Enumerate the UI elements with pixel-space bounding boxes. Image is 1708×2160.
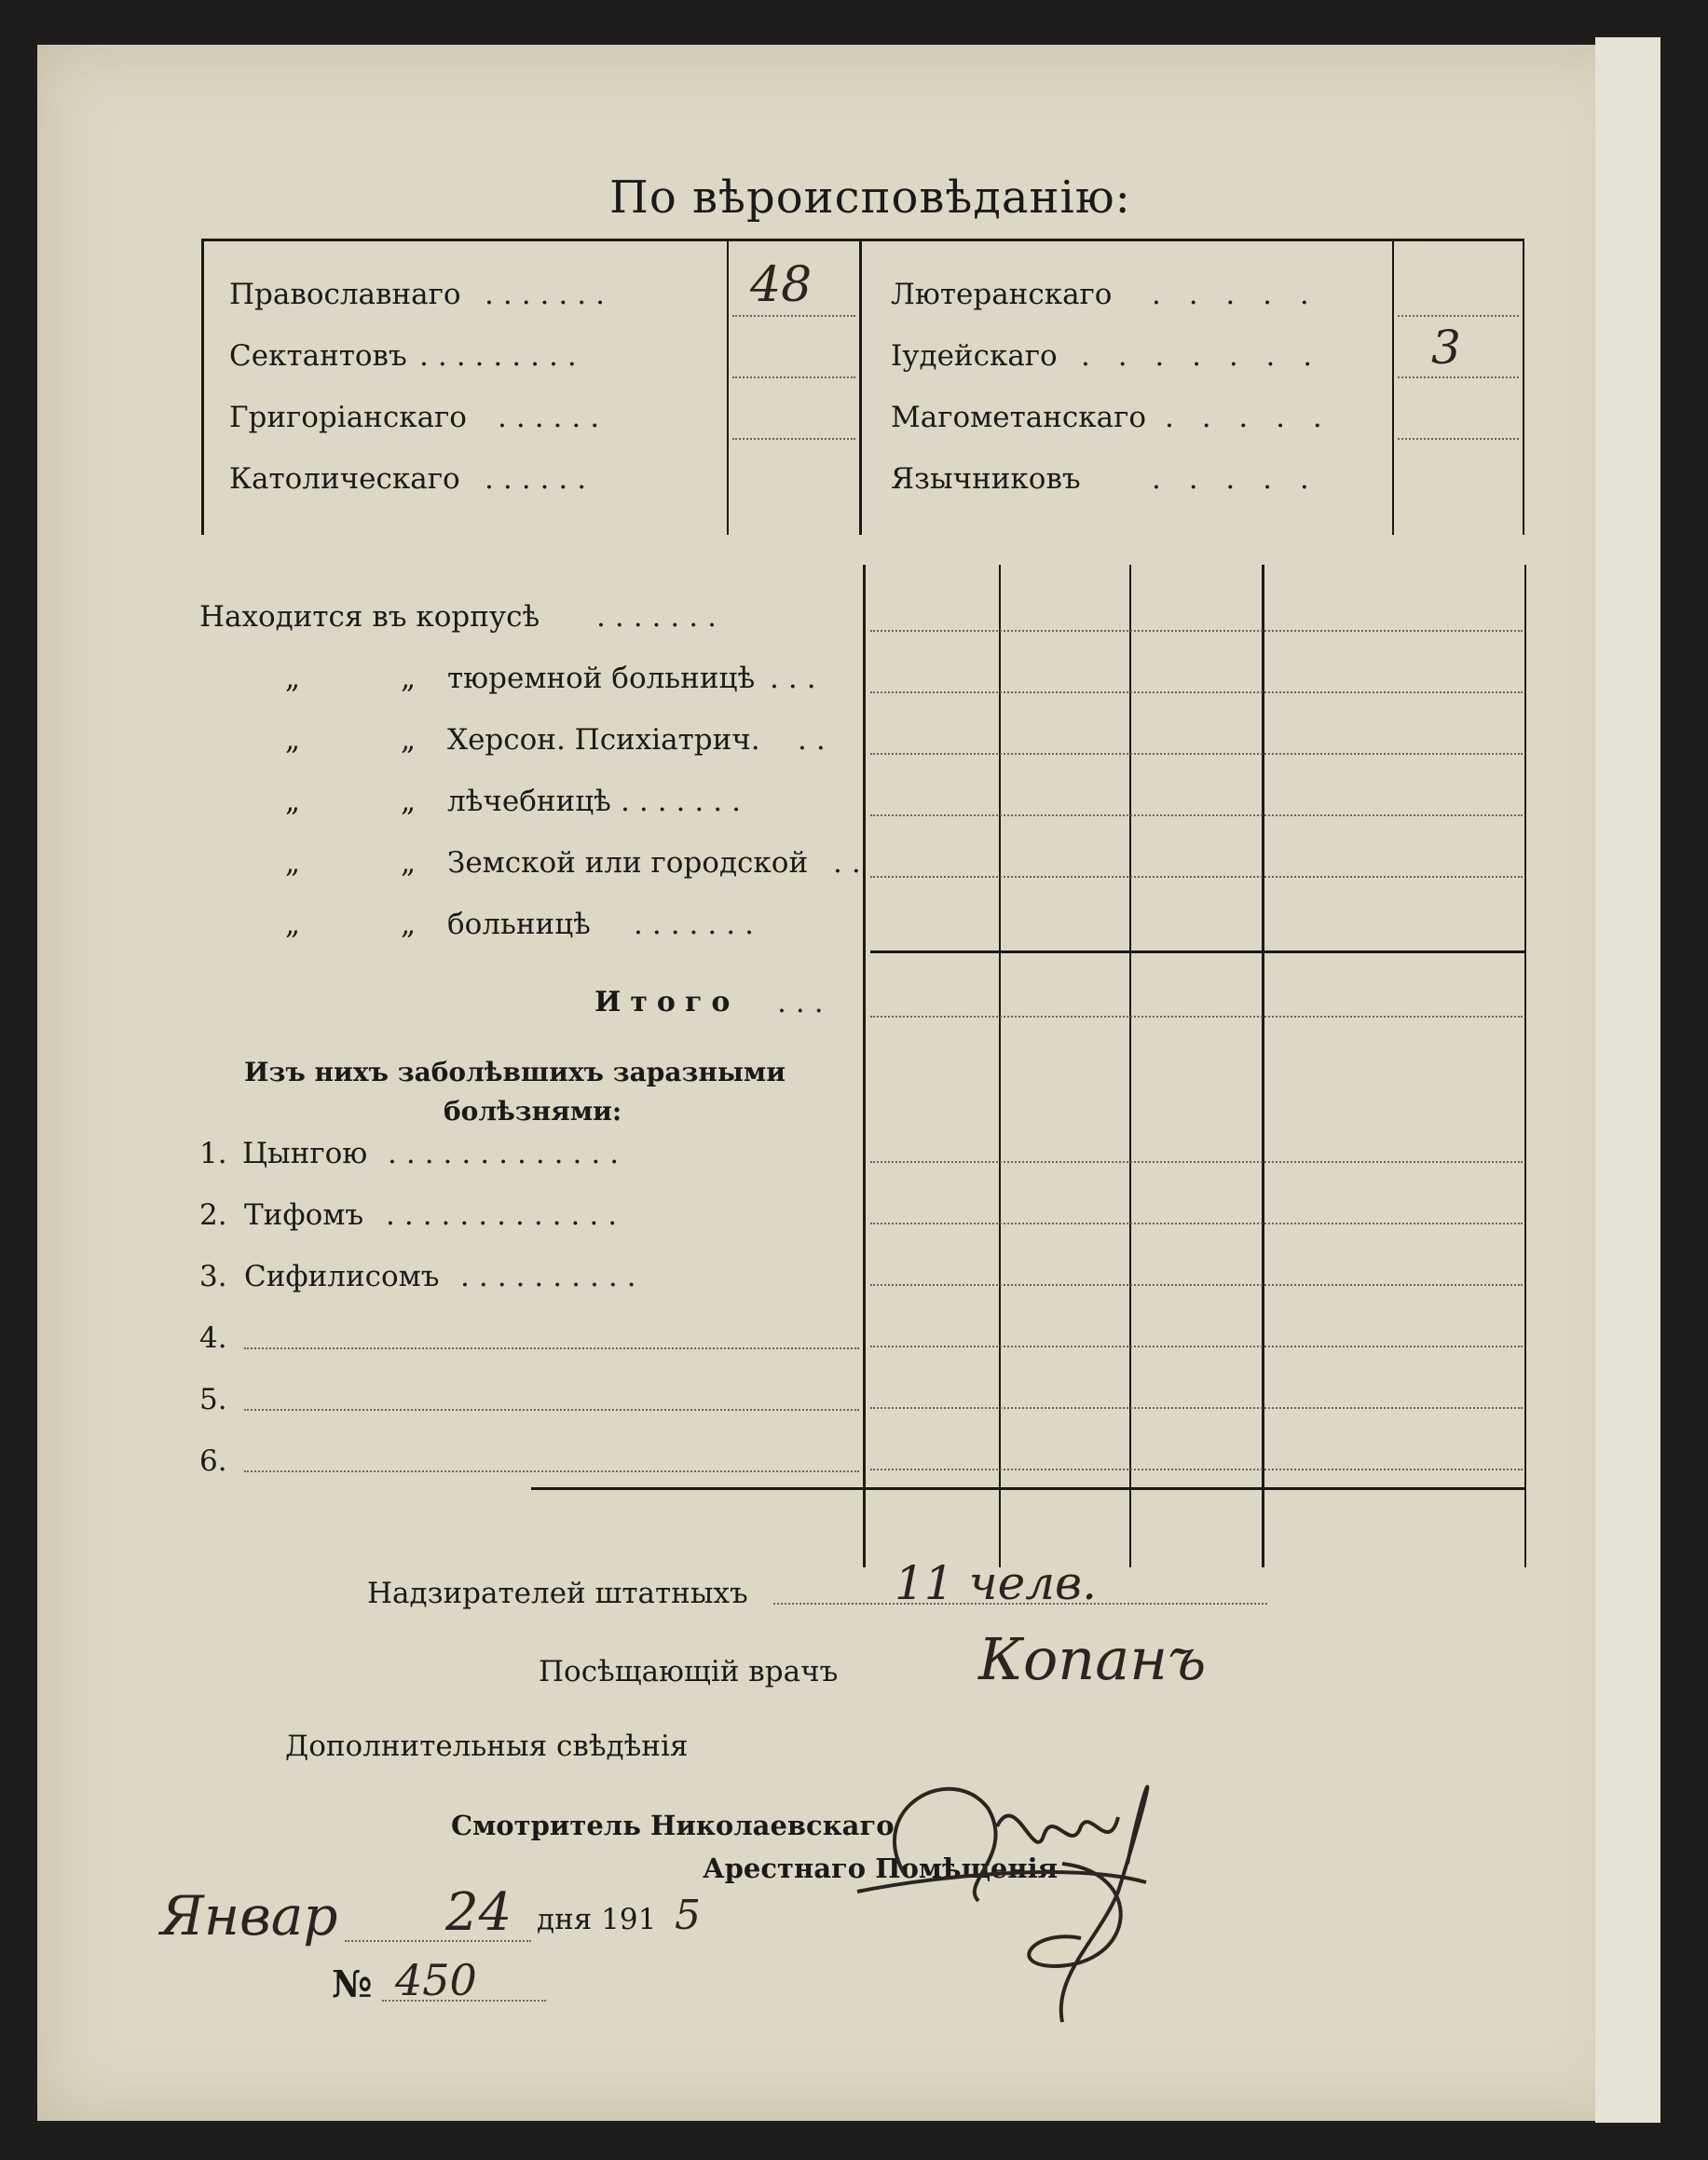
grid-col-line-5 [1524,565,1526,1567]
dot-leader: ....... [485,278,614,311]
grid-row-line [870,876,1523,878]
location-label-prison-hospital: тюремной больницѣ [447,662,756,695]
ditto-mark: „ [285,662,301,695]
religion-label-orthodox: Православнаго [229,278,461,311]
location-label-hospital: больницѣ [447,908,591,941]
value-line [1398,376,1519,378]
disease-label-syphilis: Сифилисомъ [244,1260,440,1293]
ditto-mark: „ [285,785,301,818]
religion-label-jewish: Іудейскаго [891,339,1058,373]
religion-col-divider-3 [1392,239,1394,535]
value-line [732,438,855,440]
religion-label-gregorian: Григоріанскаго [229,401,467,434]
dot-leader: ....... [596,600,726,634]
ditto-mark: „ [285,723,301,757]
grid-col-line-4 [1262,565,1264,1567]
dot-leader: . . . . . [1165,401,1332,434]
dot-leader: ......... [419,339,586,373]
wardens-label: Надзирателей штатныхъ [367,1577,748,1610]
ditto-mark: „ [285,908,301,941]
religion-value-jewish: 3 [1431,321,1461,375]
grid-row-line [870,753,1523,755]
doctor-value: Копанъ [978,1625,1207,1693]
blank-disease-line [244,1470,859,1472]
dot-leader: ............. [388,1137,629,1170]
religion-table-left-border [201,239,204,535]
religion-label-sectarian: Сектантовъ [229,339,407,373]
paper-edge [1595,37,1660,2123]
diseases-heading-line1: Изъ нихъ заболѣвшихъ заразными [244,1057,786,1087]
location-label-building: Находится въ корпусѣ [199,600,540,634]
location-label-psychiatric: Херсон. Психіатрич. [447,723,760,757]
ditto-mark: „ [401,908,417,941]
signatory-line2: Арестнаго Помѣщенія [703,1852,1059,1884]
wardens-value: 11 челв. [895,1556,1098,1610]
grid-row-line [870,630,1523,632]
value-line [732,376,855,378]
religion-label-pagan: Язычниковъ [891,462,1081,496]
extra-info-label: Дополнительныя свѣдѣнія [285,1729,689,1763]
dot-leader: . . . . . . . [1081,339,1322,373]
disease-num: 1. [199,1137,227,1170]
date-year-digit: 5 [675,1892,701,1939]
disease-label-scurvy: Цынгою [242,1137,368,1170]
handwritten-signature [839,1752,1249,2050]
date-suffix: дня 191 [537,1903,657,1936]
date-month: Январ [160,1884,338,1948]
number-label: № [332,1962,373,2006]
grid-row-line [870,1161,1523,1163]
dot-leader: ...... [498,401,609,434]
dot-leader: ...... [485,462,596,496]
dot-leader: ....... [621,785,750,818]
grid-bottom-line [531,1487,1526,1490]
dot-leader: . . . . . [1152,462,1319,496]
disease-label-typhus: Тифомъ [244,1198,364,1232]
grid-subtotal-line [870,950,1524,953]
disease-num: 3. [199,1260,227,1293]
religion-label-muslim: Магометанскаго [891,401,1147,434]
dot-leader: ... [777,986,833,1019]
value-line [1398,315,1519,317]
religion-col-divider-2 [859,239,862,535]
grid-row-line [870,1284,1523,1286]
diseases-heading-line2: болѣзнями: [444,1096,622,1127]
ditto-mark: „ [401,785,417,818]
ditto-mark: „ [401,723,417,757]
grid-row-line [870,1469,1523,1470]
total-label: Итого [594,986,740,1018]
religion-label-catholic: Католическаго [229,462,460,496]
dot-leader: ............. [386,1198,627,1232]
grid-row-line [870,814,1523,816]
doctor-label: Посѣщающій врачъ [539,1655,839,1688]
dot-leader: . . . . . [1152,278,1319,311]
religion-value-orthodox: 48 [750,257,813,313]
value-line [1398,438,1519,440]
dot-leader: ....... [634,908,763,941]
grid-col-line-1 [863,565,866,1567]
dot-leader: .. [833,846,870,880]
blank-disease-line [244,1347,859,1349]
grid-col-line-3 [1129,565,1131,1567]
dot-leader: .. [798,723,835,757]
location-label-clinic: лѣчебницѣ [447,785,611,818]
number-value: 450 [395,1955,477,2005]
date-day: 24 [445,1882,512,1943]
value-line [732,315,855,317]
ditto-mark: „ [401,846,417,880]
religion-label-lutheran: Лютеранскаго [891,278,1113,311]
location-label-zemstvo: Земской или городской [447,846,809,880]
disease-num: 6. [199,1444,227,1478]
religion-table-right-border [1523,239,1524,535]
grid-row-line [870,1223,1523,1224]
grid-col-line-2 [999,565,1001,1567]
dot-leader: .......... [460,1260,646,1293]
page-title: По вѣроисповѣданію: [609,171,1131,224]
signatory-line1: Смотритель Николаевскаго [451,1810,895,1841]
religion-table-top-border [201,239,1524,241]
ditto-mark: „ [401,662,417,695]
disease-num: 4. [199,1321,227,1355]
grid-row-line [870,1346,1523,1347]
grid-row-line [870,1407,1523,1409]
disease-num: 2. [199,1198,227,1232]
dot-leader: ... [770,662,826,695]
ditto-mark: „ [285,846,301,880]
religion-col-divider-1 [727,239,729,535]
disease-num: 5. [199,1383,227,1416]
grid-row-line [870,691,1523,693]
grid-row-line [870,1016,1523,1018]
blank-disease-line [244,1409,859,1411]
